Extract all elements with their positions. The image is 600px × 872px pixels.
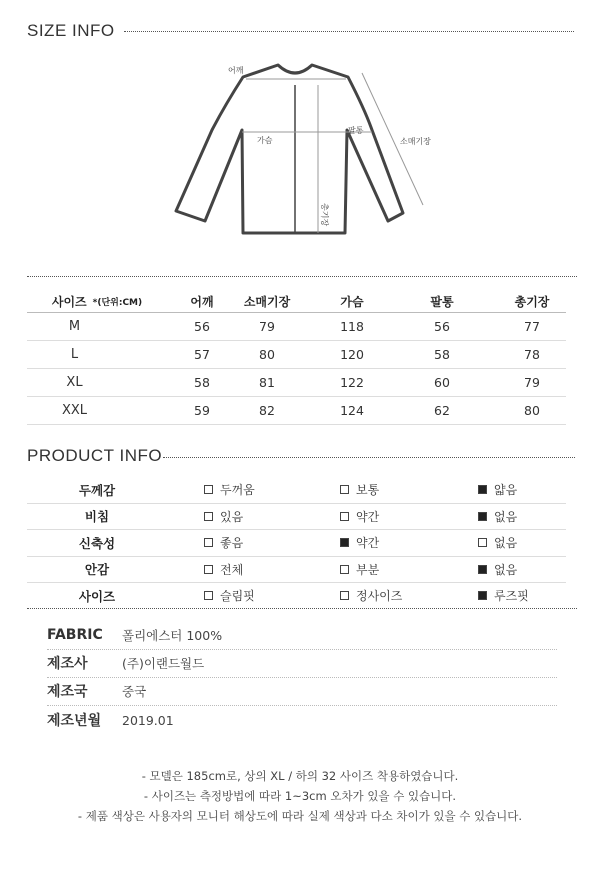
option: 약간 <box>340 530 379 556</box>
shoulder-label: 어깨 <box>228 66 244 75</box>
option: 없음 <box>478 557 517 583</box>
note-line: - 사이즈는 측정방법에 따라 1~3cm 오차가 있을 수 있습니다. <box>143 789 457 803</box>
sleeve-cell: 81 <box>259 375 275 390</box>
option: 없음 <box>478 530 517 556</box>
option: 정사이즈 <box>340 583 402 609</box>
chest-cell: 120 <box>340 347 364 362</box>
checkbox <box>204 485 213 494</box>
product-row-label: 두께감 <box>78 482 116 498</box>
header-length: 총기장 <box>514 294 550 309</box>
checkbox-checked <box>478 512 487 521</box>
chest-label: 가슴 <box>257 136 273 145</box>
option: 슬림핏 <box>204 583 255 609</box>
product-row-label: 사이즈 <box>78 588 116 604</box>
size-cell: XL <box>66 375 83 390</box>
size-table-header <box>27 290 566 313</box>
checkbox-checked <box>478 565 487 574</box>
checkbox <box>340 591 349 600</box>
option: 두꺼움 <box>204 477 255 503</box>
header-arm: 팔통 <box>430 294 454 309</box>
header-size: 사이즈 *(단위:CM) <box>51 294 143 309</box>
arm-cell: 58 <box>434 347 450 362</box>
length-cell: 80 <box>524 403 540 418</box>
table-row <box>27 313 566 341</box>
length-cell: 78 <box>524 347 540 362</box>
checkbox <box>340 485 349 494</box>
product-row-label: 비침 <box>84 509 110 525</box>
section-divider <box>27 608 577 609</box>
length-label: 총기장 <box>320 203 329 227</box>
chest-cell: 118 <box>340 319 364 334</box>
sleeve-cell: 80 <box>259 347 275 362</box>
info-row-country <box>47 677 557 705</box>
info-value: (주)이랜드월드 <box>122 656 205 671</box>
arm-label: 팔통 <box>348 126 364 135</box>
arm-cell: 60 <box>434 375 450 390</box>
notes <box>0 766 600 826</box>
option: 얇음 <box>478 477 517 503</box>
header-shoulder: 어깨 <box>190 294 214 309</box>
option: 전체 <box>204 557 243 583</box>
title-divider <box>163 457 575 458</box>
checkbox <box>204 512 213 521</box>
product-row <box>27 504 566 531</box>
product-row <box>27 583 566 609</box>
jacket-size-diagram <box>160 55 460 245</box>
checkbox <box>478 538 487 547</box>
header-chest: 가슴 <box>340 294 364 309</box>
info-key: 제조국 <box>47 684 88 700</box>
section-divider <box>27 276 577 277</box>
option: 보통 <box>340 477 379 503</box>
shoulder-cell: 59 <box>194 403 210 418</box>
header-sleeve: 소매기장 <box>243 294 291 309</box>
shoulder-cell: 58 <box>194 375 210 390</box>
product-info-title: PRODUCT INFO <box>27 446 163 465</box>
option: 부분 <box>340 557 379 583</box>
info-value: 중국 <box>122 684 147 699</box>
note-line: - 제품 색상은 사용자의 모니터 해상도에 따라 실제 색상과 다소 차이가 있을 수 있습니다. <box>77 809 523 823</box>
chest-cell: 124 <box>340 403 364 418</box>
shoulder-cell: 57 <box>194 347 210 362</box>
sleeve-label: 소매기장 <box>400 137 431 146</box>
info-value: 폴리에스터 100% <box>122 628 223 643</box>
size-cell: L <box>70 347 79 362</box>
note-line: - 모델은 185cm로, 상의 XL / 하의 32 사이즈 착용하였습니다. <box>141 769 459 783</box>
product-row-label: 안감 <box>84 562 110 578</box>
arm-cell: 56 <box>434 319 450 334</box>
checkbox <box>340 565 349 574</box>
option: 약간 <box>340 504 379 530</box>
product-row <box>27 477 566 504</box>
checkbox <box>204 565 213 574</box>
info-key: 제조년월 <box>47 713 102 729</box>
info-key: FABRIC <box>47 627 103 643</box>
product-row <box>27 530 566 557</box>
info-row-fabric <box>47 621 557 649</box>
product-row-label: 신축성 <box>78 535 116 551</box>
info-value: 2019.01 <box>122 712 174 728</box>
size-cell: M <box>68 319 81 334</box>
checkbox <box>340 512 349 521</box>
table-row <box>27 341 566 369</box>
option: 있음 <box>204 504 243 530</box>
checkbox-checked <box>478 485 487 494</box>
product-row <box>27 557 566 584</box>
size-cell: XXL <box>61 403 88 418</box>
option: 루즈핏 <box>478 583 529 609</box>
table-row <box>27 369 566 397</box>
table-row <box>27 397 566 425</box>
checkbox <box>204 591 213 600</box>
size-table <box>27 290 566 425</box>
size-info-title: SIZE INFO <box>27 21 115 40</box>
option: 좋음 <box>204 530 243 556</box>
sleeve-cell: 79 <box>259 319 275 334</box>
checkbox-checked <box>340 538 349 547</box>
product-info-table <box>27 477 566 609</box>
sleeve-cell: 82 <box>259 403 275 418</box>
length-cell: 77 <box>524 319 540 334</box>
shoulder-cell: 56 <box>194 319 210 334</box>
option: 없음 <box>478 504 517 530</box>
info-key: 제조사 <box>47 656 88 672</box>
length-cell: 79 <box>524 375 540 390</box>
chest-cell: 122 <box>340 375 364 390</box>
checkbox-checked <box>478 591 487 600</box>
checkbox <box>204 538 213 547</box>
info-row-date <box>47 706 557 734</box>
title-divider <box>124 31 574 32</box>
info-row-maker <box>47 649 557 677</box>
arm-cell: 62 <box>434 403 450 418</box>
